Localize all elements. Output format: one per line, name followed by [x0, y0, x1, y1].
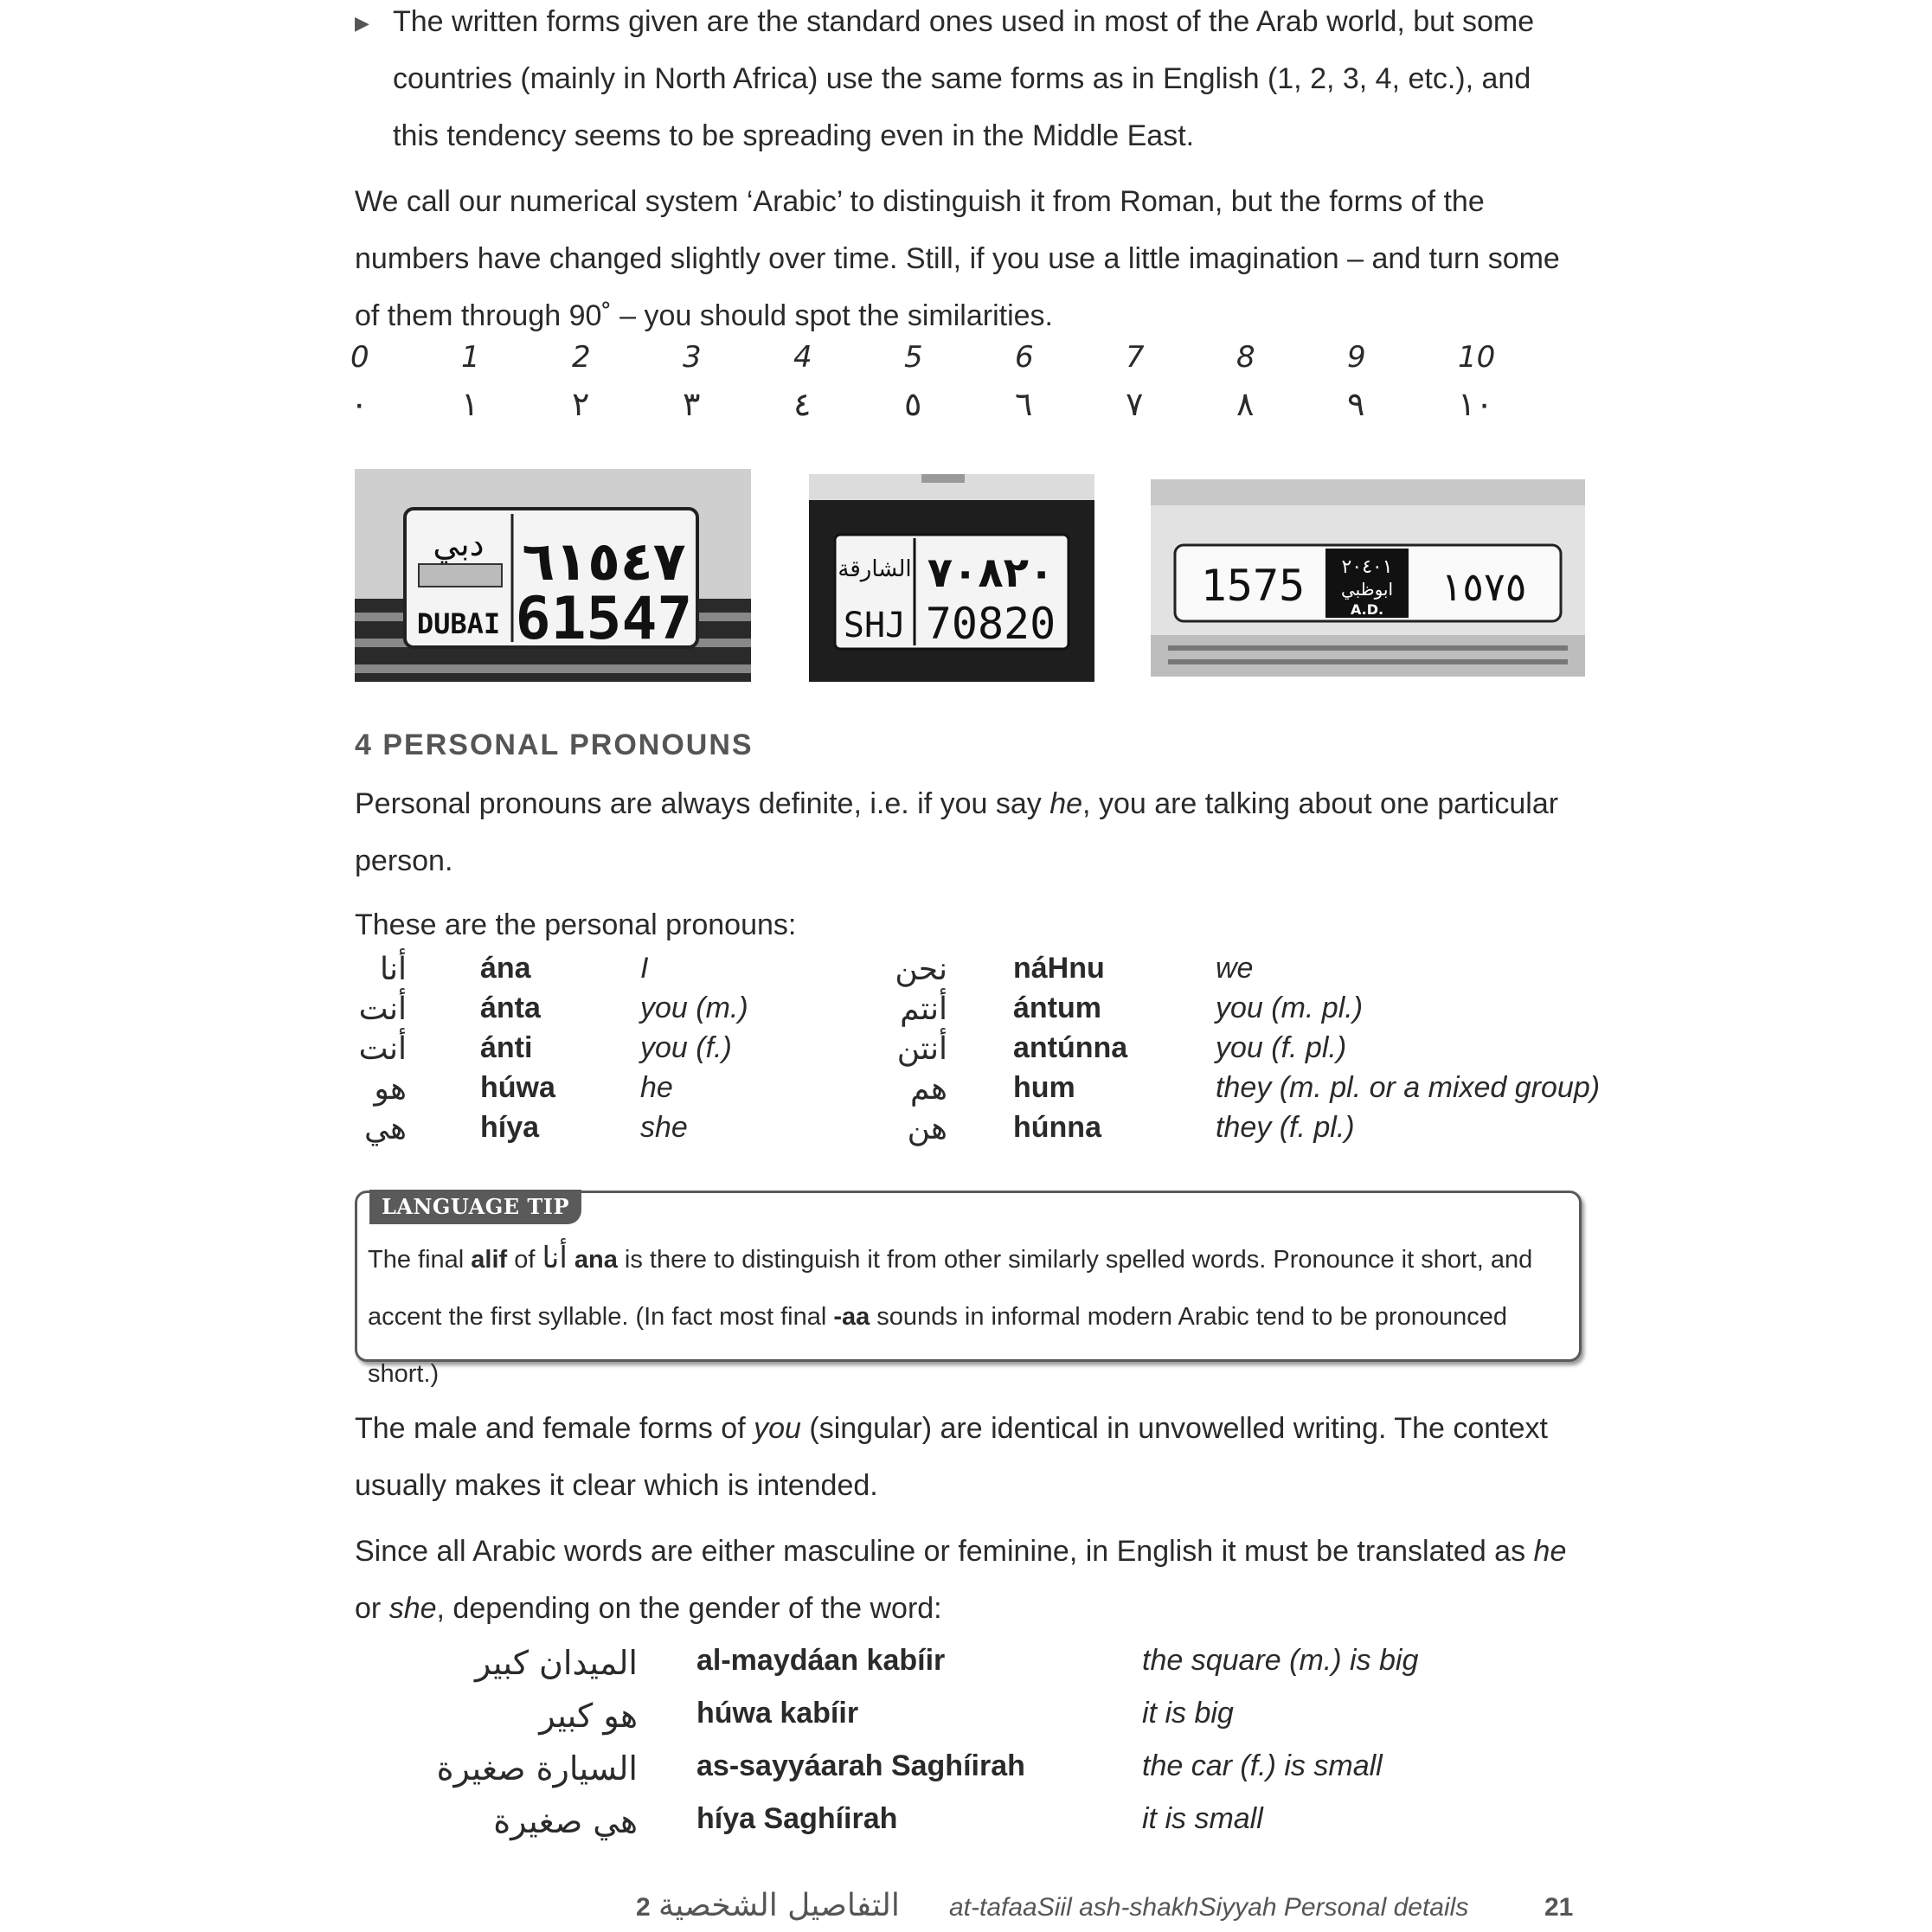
pronoun-row	[350, 1111, 1596, 1151]
page-footer	[636, 1888, 1588, 1928]
pronoun-translit-plural: ántum	[1013, 992, 1101, 1024]
pronoun-english-plural: you (m. pl.)	[1216, 992, 1364, 1024]
pronoun-arabic-plural: أنتم	[900, 992, 947, 1027]
example-english: the car (f.) is small	[1142, 1749, 1383, 1782]
para4-italic-she: she	[388, 1592, 437, 1625]
arabic-numerals-row	[350, 385, 1569, 423]
plate3-latin-number: 1575	[1200, 561, 1306, 611]
plate1-latin-number: 61547	[515, 585, 693, 653]
pronoun-arabic-plural: هم	[910, 1071, 947, 1107]
arabic-numeral: ٩	[1347, 385, 1365, 423]
latin-numeral: 0	[350, 340, 369, 375]
tip-bold-aa: -aa	[833, 1303, 870, 1331]
arabic-numeral: ٥	[904, 385, 922, 423]
pronoun-translit-plural: hum	[1013, 1071, 1075, 1104]
para3-text-b: (singular) are identical in unvowelled writing. The context usually makes it clear which is intended.	[355, 1412, 1548, 1502]
latin-numeral: 1	[461, 340, 480, 375]
sharjah-plate-photo	[809, 474, 1094, 682]
dubai-plate-photo	[355, 469, 751, 682]
pronoun-row	[350, 952, 1596, 992]
pronoun-translit-plural: antúnna	[1013, 1031, 1128, 1064]
pronoun-english-plural: we	[1216, 952, 1254, 985]
example-arabic: هو كبير	[539, 1697, 638, 1735]
example-transliteration: as-sayyáarah Saghíirah	[696, 1749, 1025, 1782]
footer-transliteration: at-tafaaSiil ash-shakhSiyyah Personal details	[949, 1893, 1469, 1922]
pronouns-intro-italic: he	[1049, 787, 1083, 820]
example-english: the square (m.) is big	[1142, 1644, 1419, 1677]
language-tip-text	[368, 1229, 1575, 1402]
pronouns-intro-text-a: Personal pronouns are always definite, i.e. if you say	[355, 787, 1050, 820]
tip-bold-ana: ana	[574, 1246, 618, 1274]
tip-text-1: The final	[368, 1246, 472, 1274]
pronoun-english-plural: you (f. pl.)	[1216, 1031, 1347, 1064]
example-arabic: السيارة صغيرة	[436, 1749, 638, 1788]
plate1-latin-emirate: DUBAI	[416, 607, 501, 640]
footer-arabic-title: التفاصيل الشخصية	[658, 1888, 900, 1923]
plate2-arabic-emirate: الشارقة	[838, 556, 912, 582]
tip-text-2: of	[507, 1246, 542, 1274]
para3-text-a: The male and female forms of	[355, 1412, 754, 1445]
example-transliteration: al-maydáan kabíir	[696, 1644, 946, 1677]
you-forms-paragraph	[355, 1400, 1592, 1514]
arabic-numeral: ٣	[683, 385, 701, 423]
pronoun-english-singular: he	[640, 1071, 673, 1104]
pronoun-english-plural: they (f. pl.)	[1216, 1111, 1355, 1144]
plate2-latin-emirate: SHJ	[843, 606, 907, 645]
latin-numeral: 8	[1236, 340, 1255, 375]
arabic-numeral: ١	[461, 385, 479, 423]
latin-numeral: 7	[1126, 340, 1145, 375]
arabic-numeral: ٢	[572, 385, 590, 423]
gender-paragraph	[355, 1523, 1592, 1637]
latin-numeral: 10	[1458, 340, 1496, 375]
arabic-numeral: ٤	[793, 385, 812, 423]
pronoun-table	[350, 952, 1601, 1151]
abudhabi-plate-photo	[1151, 479, 1585, 677]
bullet-arrow-icon: ▶	[355, 12, 369, 34]
plate1-arabic-emirate: دبي	[433, 525, 485, 563]
latin-numeral: 2	[572, 340, 591, 375]
plate3-center-top: ٢٠٤٠١	[1341, 556, 1393, 578]
plate2-latin-number: 70820	[925, 599, 1056, 649]
latin-numerals-row	[350, 340, 1569, 375]
pronoun-row	[350, 1071, 1601, 1111]
tip-bold-alif: alif	[471, 1246, 508, 1274]
tip-text-5: sounds in informal modern Arabic tend to be pronounced short.)	[368, 1303, 1507, 1388]
pronoun-translit-plural: náHnu	[1013, 952, 1105, 985]
latin-numeral: 4	[793, 340, 812, 375]
example-arabic: هي صغيرة	[493, 1802, 638, 1840]
arabic-numeral: ٧	[1126, 385, 1144, 423]
bullet-text: The written forms given are the standard ones used in most of the Arab world, but some countries (mainly in North Africa) use the same forms as in English (1, 2, 3, 4, etc.), and this tendency seems to be spreading even in the Middle East.	[393, 5, 1535, 152]
example-row	[350, 1644, 1596, 1697]
plate2-arabic-number: ٧٠٨٢٠	[927, 549, 1055, 597]
arabic-numeral: ٠	[350, 385, 369, 423]
pronoun-english-plural: they (m. pl. or a mixed group)	[1216, 1071, 1601, 1104]
para3-italic: you	[754, 1412, 801, 1445]
language-tip-box	[355, 1191, 1582, 1388]
language-tip-label: LANGUAGE TIP	[369, 1190, 581, 1224]
footer-page-number: 21	[1544, 1893, 1574, 1922]
latin-numeral: 6	[1015, 340, 1034, 375]
plate3-arabic-number: ١٥٧٥	[1441, 563, 1527, 610]
para4-text-b: , depending on the gender of the word:	[436, 1592, 942, 1625]
pronoun-translit-singular: ánti	[480, 1031, 533, 1064]
pronoun-english-singular: I	[640, 952, 649, 985]
latin-numeral: 9	[1347, 340, 1366, 375]
pronoun-arabic-singular: أنت	[358, 1031, 407, 1067]
example-row	[350, 1802, 1596, 1855]
examples-table	[350, 1644, 1596, 1855]
section-heading: 4 PERSONAL PRONOUNS	[355, 729, 754, 761]
plate3-center-mid: ابوظبي	[1340, 579, 1394, 600]
pronouns-list-intro: These are the personal pronouns:	[355, 908, 797, 941]
pronoun-english-singular: you (m.)	[640, 992, 748, 1024]
plate3-center-bottom: A.D.	[1350, 601, 1384, 618]
pronoun-translit-singular: ána	[480, 952, 531, 985]
example-transliteration: híya Saghíirah	[696, 1802, 898, 1835]
para4-text-a: Since all Arabic words are either masculine or feminine, in English it must be translated as	[355, 1535, 1534, 1568]
pronoun-arabic-singular: هي	[364, 1111, 407, 1146]
pronoun-translit-singular: ánta	[480, 992, 541, 1024]
pronoun-arabic-singular: أنا	[380, 952, 407, 987]
pronoun-arabic-plural: أنتن	[896, 1031, 947, 1067]
tip-text-4: is there to distinguish it from other similarly spelled words. Pronounce it short, and accent the first syllable. (In fact most final	[368, 1246, 1533, 1331]
footer-unit-number: 2	[636, 1893, 651, 1922]
arabic-numeral: ١٠	[1458, 385, 1493, 423]
pronoun-english-singular: you (f.)	[640, 1031, 732, 1064]
pronoun-translit-singular: húwa	[480, 1071, 555, 1104]
plate1-arabic-number: ٦١٥٤٧	[522, 530, 686, 593]
example-english: it is big	[1142, 1697, 1234, 1730]
pronoun-row	[350, 992, 1596, 1031]
example-english: it is small	[1142, 1802, 1263, 1835]
pronoun-arabic-plural: نحن	[895, 952, 947, 987]
arabic-numeral: ٨	[1236, 385, 1255, 423]
license-plate-photos	[355, 469, 1583, 687]
arabic-numeral: ٦	[1015, 385, 1033, 423]
pronoun-arabic-singular: هو	[374, 1071, 407, 1107]
para4-text-mid: or	[355, 1592, 389, 1625]
latin-numeral: 3	[683, 340, 702, 375]
para4-italic-he: he	[1533, 1535, 1567, 1568]
tip-arabic-ana: أنا	[542, 1241, 568, 1275]
example-transliteration: húwa kabíir	[696, 1697, 859, 1730]
pronouns-intro-paragraph	[355, 775, 1592, 889]
bullet-item	[355, 0, 1583, 164]
example-arabic: الميدان كبير	[474, 1644, 638, 1682]
example-row	[350, 1697, 1596, 1749]
pronoun-english-singular: she	[640, 1111, 688, 1144]
pronoun-arabic-plural: هن	[907, 1111, 947, 1146]
intro-paragraph: We call our numerical system ‘Arabic’ to distinguish it from Roman, but the forms of the numbers have changed slightly over time. Still, if you use a little imagination – and turn some of them through 90˚ – you should spot the similarities.	[355, 185, 1560, 332]
pronoun-arabic-singular: أنت	[358, 992, 407, 1027]
latin-numeral: 5	[904, 340, 923, 375]
pronouns-intro-text-b: , you are talking about one particular person.	[355, 787, 1559, 877]
example-row	[350, 1749, 1596, 1802]
pronoun-row	[350, 1031, 1596, 1071]
pronoun-translit-singular: híya	[480, 1111, 540, 1144]
pronoun-translit-plural: húnna	[1013, 1111, 1101, 1144]
